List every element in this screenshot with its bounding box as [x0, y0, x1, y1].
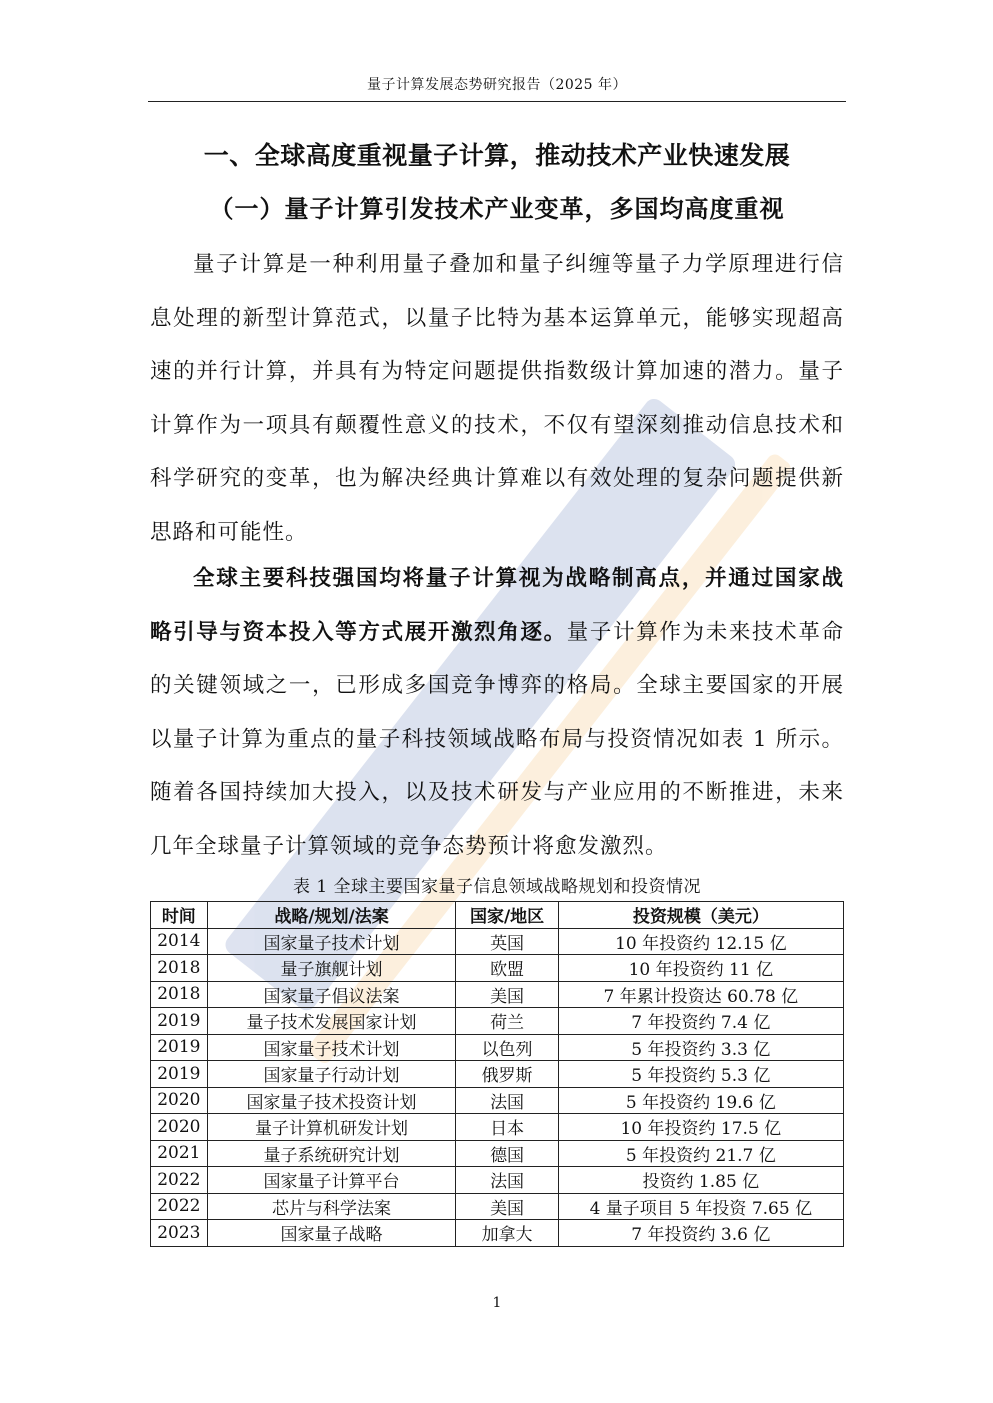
cell-year: 2019 [151, 1034, 208, 1061]
cell-plan: 国家量子计算平台 [207, 1167, 456, 1194]
cell-year: 2023 [151, 1220, 208, 1247]
cell-investment: 7 年累计投资达 60.78 亿 [558, 981, 843, 1008]
paragraph-body: 量子计算作为未来技术革命的关键领域之一，已形成多国竞争博弈的格局。全球主要国家的开展以量子计算为重点的量子科技领域战略布局与投资情况如表 1 所示。随着各国持续加大投入，以及技术研发与产业应用的不断推进，未来几年全球量子计算领域的竞争态势预计将愈发激烈。 [150, 619, 844, 859]
cell-investment: 5 年投资约 21.7 亿 [558, 1140, 843, 1167]
header-divider [148, 101, 846, 102]
table-caption: 表 1 全球主要国家量子信息领域战略规划和投资情况 [292, 877, 702, 897]
header-year: 时间 [151, 902, 208, 929]
cell-plan: 量子系统研究计划 [207, 1140, 456, 1167]
header-investment: 投资规模（美元） [558, 902, 843, 929]
cell-year: 2022 [151, 1167, 208, 1194]
cell-year: 2020 [151, 1114, 208, 1141]
cell-region: 俄罗斯 [456, 1061, 558, 1088]
table-row [151, 955, 844, 982]
cell-investment: 10 年投资约 11 亿 [558, 955, 843, 982]
table-row [151, 1034, 844, 1061]
cell-plan: 量子计算机研发计划 [207, 1114, 456, 1141]
cell-plan: 国家量子战略 [207, 1220, 456, 1247]
cell-region: 美国 [456, 1193, 558, 1220]
cell-investment: 7 年投资约 7.4 亿 [558, 1008, 843, 1035]
page-number: 1 [492, 1295, 502, 1311]
cell-plan: 量子技术发展国家计划 [207, 1008, 456, 1035]
cell-year: 2020 [151, 1087, 208, 1114]
section-heading: 一、全球高度重视量子计算，推动技术产业快速发展 [203, 141, 791, 170]
table-row [151, 1087, 844, 1114]
table-row [151, 1114, 844, 1141]
cell-year: 2018 [151, 981, 208, 1008]
cell-investment: 5 年投资约 19.6 亿 [558, 1087, 843, 1114]
cell-plan: 国家量子技术投资计划 [207, 1087, 456, 1114]
cell-investment: 5 年投资约 3.3 亿 [558, 1034, 843, 1061]
cell-region: 德国 [456, 1140, 558, 1167]
cell-plan: 国家量子行动计划 [207, 1061, 456, 1088]
table-body [151, 928, 844, 1246]
table-row [151, 1008, 844, 1035]
cell-investment: 10 年投资约 12.15 亿 [558, 928, 843, 955]
cell-region: 日本 [456, 1114, 558, 1141]
cell-plan: 国家量子技术计划 [207, 928, 456, 955]
cell-plan: 芯片与科学法案 [207, 1193, 456, 1220]
cell-region: 美国 [456, 981, 558, 1008]
table-row [151, 928, 844, 955]
paragraph-competition [150, 552, 844, 873]
cell-investment: 5 年投资约 5.3 亿 [558, 1061, 843, 1088]
cell-region: 法国 [456, 1087, 558, 1114]
header-region: 国家/地区 [456, 902, 558, 929]
cell-year: 2019 [151, 1008, 208, 1035]
cell-region: 荷兰 [456, 1008, 558, 1035]
cell-plan: 国家量子技术计划 [207, 1034, 456, 1061]
running-header: 量子计算发展态势研究报告（2025 年） [366, 77, 628, 93]
cell-region: 以色列 [456, 1034, 558, 1061]
cell-region: 加拿大 [456, 1220, 558, 1247]
cell-year: 2022 [151, 1193, 208, 1220]
table-row [151, 1220, 844, 1247]
table-row [151, 1193, 844, 1220]
cell-year: 2021 [151, 1140, 208, 1167]
cell-plan: 国家量子倡议法案 [207, 981, 456, 1008]
cell-year: 2019 [151, 1061, 208, 1088]
table-row [151, 1140, 844, 1167]
cell-investment: 7 年投资约 3.6 亿 [558, 1220, 843, 1247]
investment-table [150, 901, 844, 1247]
cell-year: 2018 [151, 955, 208, 982]
cell-plan: 量子旗舰计划 [207, 955, 456, 982]
header-plan: 战略/规划/法案 [207, 902, 456, 929]
table-row [151, 1061, 844, 1088]
cell-investment: 10 年投资约 17.5 亿 [558, 1114, 843, 1141]
cell-year: 2014 [151, 928, 208, 955]
cell-region: 欧盟 [456, 955, 558, 982]
cell-region: 英国 [456, 928, 558, 955]
cell-region: 法国 [456, 1167, 558, 1194]
subsection-heading: （一）量子计算引发技术产业变革，多国均高度重视 [209, 195, 785, 223]
table-row [151, 981, 844, 1008]
cell-investment: 投资约 1.85 亿 [558, 1167, 843, 1194]
table-header-row [151, 902, 844, 929]
paragraph-intro: 量子计算是一种利用量子叠加和量子纠缠等量子力学原理进行信息处理的新型计算范式，以量子比特为基本运算单元，能够实现超高速的并行计算，并具有为特定问题提供指数级计算加速的潜力。量子计算作为一项具有颠覆性意义的技术，不仅有望深刻推动信息技术和科学研究的变革，也为解决经典计算难以有效处理的复杂问题提供新思路和可能性。 [150, 252, 844, 545]
paragraph-lead-sentence: 全球主要科技强国均将量子计算视为战略制高点，并通过国家战略引导与资本投入等方式展开激烈角逐。 [150, 566, 844, 645]
cell-investment: 4 量子项目 5 年投资 7.65 亿 [558, 1193, 843, 1220]
table-row [151, 1167, 844, 1194]
